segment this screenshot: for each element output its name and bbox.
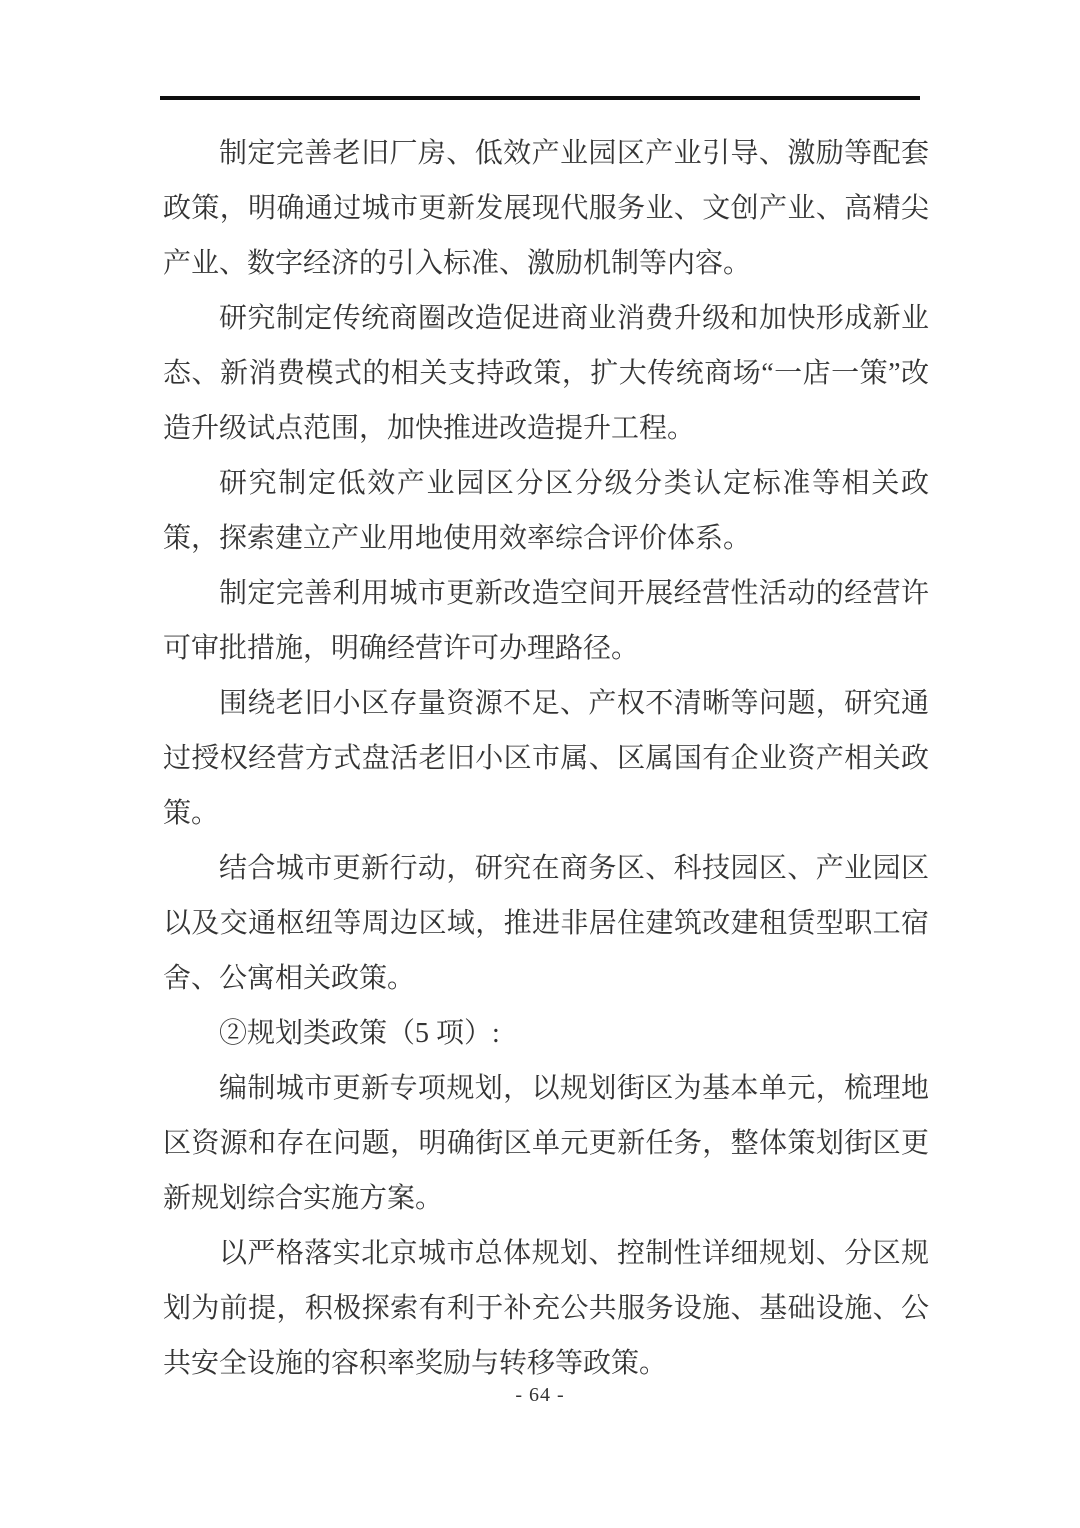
paragraph-policy-old-factories: 制定完善老旧厂房、低效产业园区产业引导、激励等配套政策，明确通过城市更新发展现代服务业、文创产业、高精尖产业、数字经济的引入标准、激励机制等内容。: [163, 138, 929, 279]
page-number: - 64 -: [515, 1384, 565, 1406]
section-heading-planning-policies: ②规划类政策（5 项）:: [219, 1018, 500, 1049]
header-rule: [160, 96, 920, 100]
page-footer: [0, 1384, 1080, 1407]
paragraph-floor-area-ratio-incentives: 以严格落实北京城市总体规划、控制性详细规划、分区规划为前提，积极探索有利于补充公共服务设施、基础设施、公共安全设施的容积率奖励与转移等政策。: [163, 1238, 929, 1379]
paragraph-traditional-business-districts: 研究制定传统商圈改造促进商业消费升级和加快形成新业态、新消费模式的相关支持政策，扩大传统商场“一店一策”改造升级试点范围，加快推进改造提升工程。: [163, 303, 929, 444]
paragraph-low-efficiency-parks: 研究制定低效产业园区分区分级分类认定标准等相关政策，探索建立产业用地使用效率综合评价体系。: [163, 468, 929, 554]
paragraph-rental-dormitories: 结合城市更新行动，研究在商务区、科技园区、产业园区以及交通枢纽等周边区域，推进非居住建筑改建租赁型职工宿舍、公寓相关政策。: [163, 853, 929, 994]
paragraph-old-communities-assets: 围绕老旧小区存量资源不足、产权不清晰等问题，研究通过授权经营方式盘活老旧小区市属、区属国有企业资产相关政策。: [163, 688, 929, 829]
paragraph-special-renewal-plan: 编制城市更新专项规划，以规划街区为基本单元，梳理地区资源和存在问题，明确街区单元更新任务，整体策划街区更新规划综合实施方案。: [163, 1073, 929, 1214]
document-body: [163, 126, 929, 1391]
paragraph-business-license: 制定完善利用城市更新改造空间开展经营性活动的经营许可审批措施，明确经营许可办理路径。: [163, 578, 929, 664]
